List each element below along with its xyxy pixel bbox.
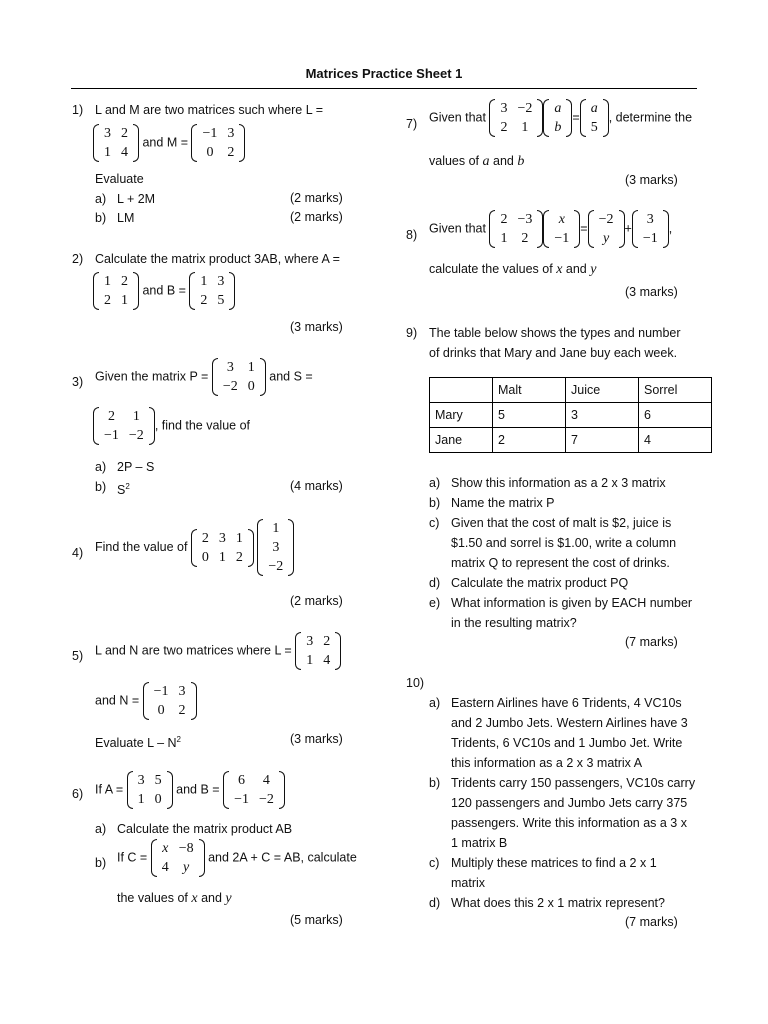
right-paren bbox=[335, 632, 341, 670]
q3-b-label: b) bbox=[95, 480, 107, 494]
table-header-row bbox=[430, 378, 712, 403]
q3-line1 bbox=[95, 358, 313, 396]
q9-line1: The table below shows the types and number bbox=[429, 326, 681, 340]
matrix-entry: 2 bbox=[201, 530, 209, 546]
q9-b-text: Name the matrix P bbox=[451, 496, 555, 510]
q5-matrix-n bbox=[143, 682, 197, 720]
q8-marks: (3 marks) bbox=[625, 285, 678, 299]
q2-and-b: and B = bbox=[142, 283, 186, 298]
matrix-entry: 4 bbox=[262, 773, 270, 788]
q3-a-text: 2P – S bbox=[117, 460, 155, 474]
matrix-entry: 3 bbox=[306, 634, 314, 649]
matrix-entry: a bbox=[554, 101, 562, 116]
table-header-cell: Juice bbox=[566, 378, 639, 403]
matrix-entry: 1 bbox=[306, 653, 314, 668]
table-cell: Mary bbox=[430, 403, 493, 428]
matrix-entry: 3 bbox=[500, 101, 508, 116]
q10-c-line2: matrix bbox=[451, 876, 486, 890]
q1-b-label: b) bbox=[95, 211, 107, 225]
table-row bbox=[430, 428, 712, 453]
q4-line bbox=[95, 519, 294, 576]
q1-and-m: and M = bbox=[142, 135, 188, 150]
q5-and-n: and N = bbox=[95, 693, 140, 708]
matrix-entry: 0 bbox=[201, 549, 209, 565]
q7-values-line: values of a and b bbox=[429, 154, 525, 169]
matrix-entry: 1 bbox=[218, 549, 226, 565]
matrix-entry: 1 bbox=[137, 792, 145, 807]
matrix-entry: 3 bbox=[217, 274, 225, 289]
matrix-entry: 2 bbox=[121, 126, 128, 141]
right-paren bbox=[279, 771, 285, 809]
q10-a-label: a) bbox=[429, 696, 441, 710]
q4-matrix-2 bbox=[257, 519, 294, 576]
q6-number: 6) bbox=[72, 787, 84, 801]
q2-line2 bbox=[93, 272, 235, 310]
q7-given: Given that bbox=[429, 110, 486, 125]
q6-matrix-b bbox=[223, 771, 285, 809]
matrix-entry: 1 bbox=[247, 360, 255, 375]
table-cell: 4 bbox=[639, 428, 712, 453]
matrix-entry: 4 bbox=[323, 653, 331, 668]
q9-b-label: b) bbox=[429, 496, 441, 510]
q2-marks: (3 marks) bbox=[290, 320, 343, 334]
q9-c-line1: Given that the cost of malt is $2, juice is bbox=[451, 516, 672, 530]
q2-matrix-a bbox=[93, 272, 139, 310]
q9-line2: of drinks that Mary and Jane buy each week. bbox=[429, 346, 678, 360]
q1-b-text: LM bbox=[117, 211, 135, 225]
right-paren bbox=[239, 124, 245, 162]
q6-matrix-c bbox=[151, 839, 205, 877]
q9-c-line3: matrix Q to represent the cost of drinks. bbox=[451, 556, 670, 570]
matrix-entry: 2 bbox=[235, 549, 243, 565]
q3-and-s: and S = bbox=[269, 369, 313, 384]
matrix-entry: 3 bbox=[218, 530, 226, 546]
right-paren bbox=[248, 529, 254, 567]
drinks-table bbox=[429, 377, 712, 453]
q8-matrix-v bbox=[543, 210, 580, 248]
q7-matrix-r bbox=[580, 99, 609, 137]
q6-a-text: Calculate the matrix product AB bbox=[117, 822, 293, 836]
q6-a-label: a) bbox=[95, 822, 107, 836]
q9-e-line2: in the resulting matrix? bbox=[451, 616, 577, 630]
q5-number: 5) bbox=[72, 649, 84, 663]
matrix-entry: −2 bbox=[258, 792, 274, 807]
q6-values-line: the values of x and y bbox=[117, 891, 232, 906]
q10-marks: (7 marks) bbox=[625, 915, 678, 929]
matrix-entry: 4 bbox=[161, 860, 169, 875]
q10-b-label: b) bbox=[429, 776, 441, 790]
q8-number: 8) bbox=[406, 228, 418, 242]
q1-a-marks: (2 marks) bbox=[290, 191, 343, 205]
right-paren bbox=[566, 99, 572, 137]
q1-evaluate: Evaluate bbox=[95, 172, 144, 186]
q8-line1: Given that 2 −3 1 2 x −1 = −2 y + 3 −1 , bbox=[429, 212, 673, 246]
matrix-entry: 3 bbox=[646, 212, 654, 227]
q4-matrix-1 bbox=[191, 529, 254, 567]
q6-and-b: and B = bbox=[176, 782, 220, 797]
q7-marks: (3 marks) bbox=[625, 173, 678, 187]
matrix-entry: 2 bbox=[200, 293, 208, 308]
q10-b-line1: Tridents carry 150 passengers, VC10s carry bbox=[451, 776, 696, 790]
q6-b-line bbox=[117, 839, 357, 877]
matrix-entry: 1 bbox=[235, 530, 243, 546]
q7-matrix-v bbox=[543, 99, 572, 137]
q3-find: , find the value of bbox=[154, 418, 251, 433]
right-paren bbox=[199, 839, 205, 877]
q9-a-label: a) bbox=[429, 476, 441, 490]
q1-intro: L and M are two matrices such where L = bbox=[95, 103, 323, 117]
right-paren bbox=[619, 210, 625, 248]
matrix-entry: 3 bbox=[137, 773, 145, 788]
q5-matrix-l bbox=[295, 632, 341, 670]
q3-a-label: a) bbox=[95, 460, 107, 474]
matrix-entry: −2 bbox=[222, 379, 238, 394]
matrix-entry: 2 bbox=[500, 120, 508, 135]
matrix-entry: 2 bbox=[104, 293, 111, 308]
q3-b-text: $S^2$ bbox=[117, 482, 130, 498]
matrix-entry: 3 bbox=[104, 126, 111, 141]
right-paren bbox=[663, 210, 669, 248]
matrix-entry: −1 bbox=[153, 684, 169, 699]
q10-a-line4: this information as a 2 x 3 matrix A bbox=[451, 756, 643, 770]
table-header-cell: Sorrel bbox=[639, 378, 712, 403]
page-title: Matrices Practice Sheet 1 bbox=[305, 66, 463, 81]
matrix-entry: −2 bbox=[517, 101, 533, 116]
matrix-entry: −1 bbox=[554, 231, 570, 246]
right-paren bbox=[229, 272, 235, 310]
q5-line1 bbox=[95, 632, 341, 670]
matrix-entry: 1 bbox=[500, 231, 508, 246]
matrix-entry: 1 bbox=[104, 145, 111, 160]
matrix-entry: b bbox=[554, 120, 562, 135]
matrix-entry: 3 bbox=[178, 684, 186, 699]
q1-line2 bbox=[93, 124, 245, 162]
q7-number: 7) bbox=[406, 117, 418, 131]
matrix-entry: 0 bbox=[247, 379, 255, 394]
table-cell: 5 bbox=[493, 403, 566, 428]
matrix-entry: 0 bbox=[154, 792, 162, 807]
right-paren bbox=[133, 124, 139, 162]
matrix-entry: 0 bbox=[157, 703, 165, 718]
q6-if-a: If A = bbox=[95, 782, 124, 797]
matrix-entry: 1 bbox=[521, 120, 529, 135]
q10-c-label: c) bbox=[429, 856, 440, 870]
matrix-entry: −1 bbox=[642, 231, 658, 246]
q2-number: 2) bbox=[72, 252, 84, 266]
table-cell: 6 bbox=[639, 403, 712, 428]
q1-a-label: a) bbox=[95, 192, 107, 206]
q8-given: Given that bbox=[429, 221, 486, 236]
table-row bbox=[430, 403, 712, 428]
q9-e-label: e) bbox=[429, 596, 441, 610]
matrix-entry: 1 bbox=[121, 293, 128, 308]
q4-intro: Find the value of bbox=[95, 539, 188, 554]
q9-e-line1: What information is given by EACH number bbox=[451, 596, 693, 610]
q9-a-text: Show this information as a 2 x 3 matrix bbox=[451, 476, 666, 490]
q6-b-label: b) bbox=[95, 856, 107, 870]
q9-c-label: c) bbox=[429, 516, 440, 530]
q3-matrix-p bbox=[212, 358, 266, 396]
matrix-entry: 2 bbox=[500, 212, 508, 227]
q9-d-text: Calculate the matrix product PQ bbox=[451, 576, 629, 590]
q1-matrix-l bbox=[93, 124, 139, 162]
right-paren bbox=[191, 682, 197, 720]
q10-b-line2: 120 passengers and Jumbo Jets carry 375 bbox=[451, 796, 688, 810]
q6-rest: and 2A + C = AB, calculate bbox=[208, 850, 357, 865]
table-cell: 7 bbox=[566, 428, 639, 453]
q1-number: 1) bbox=[72, 103, 84, 117]
q2-intro: Calculate the matrix product 3AB, where A = bbox=[95, 252, 340, 266]
table-cell: 3 bbox=[566, 403, 639, 428]
q5-line2 bbox=[95, 682, 197, 720]
q6-matrix-a bbox=[127, 771, 173, 809]
q8-calc-line: calculate the values of x and y bbox=[429, 262, 597, 277]
table-cell: 2 bbox=[493, 428, 566, 453]
right-paren bbox=[260, 358, 266, 396]
q8-matrix-a bbox=[489, 210, 543, 248]
right-paren bbox=[133, 272, 139, 310]
matrix-entry: −8 bbox=[178, 841, 194, 856]
q3-line2 bbox=[93, 407, 250, 445]
q8-matrix-r2 bbox=[632, 210, 669, 248]
q10-c-line1: Multiply these matrices to find a 2 x 1 bbox=[451, 856, 657, 870]
matrix-entry: x bbox=[162, 841, 169, 856]
q9-number: 9) bbox=[406, 326, 418, 340]
matrix-entry: 5 bbox=[154, 773, 162, 788]
q5-marks: (3 marks) bbox=[290, 732, 343, 746]
matrix-entry: y bbox=[602, 231, 610, 246]
matrix-entry: −1 bbox=[202, 126, 218, 141]
matrix-entry: 3 bbox=[227, 126, 235, 141]
matrix-entry: y bbox=[183, 860, 190, 875]
q7-line1: Given that 3 −2 2 1 a b = a 5 , determine the bbox=[429, 101, 693, 135]
q10-d-label: d) bbox=[429, 896, 441, 910]
matrix-entry: 1 bbox=[132, 409, 140, 424]
q7-tail: , determine the bbox=[608, 110, 693, 125]
right-paren bbox=[167, 771, 173, 809]
table-header-cell bbox=[430, 378, 493, 403]
matrix-entry: 2 bbox=[107, 409, 115, 424]
matrix-entry: 2 bbox=[521, 231, 529, 246]
matrix-entry: 2 bbox=[323, 634, 331, 649]
matrix-entry: 1 bbox=[200, 274, 208, 289]
q10-a-line3: Tridents, 6 VC10s and 1 Jumbo Jet. Write bbox=[451, 736, 683, 750]
table-header-cell: Malt bbox=[493, 378, 566, 403]
matrix-entry: 2 bbox=[227, 145, 235, 160]
matrix-entry: 3 bbox=[226, 360, 234, 375]
q1-matrix-m bbox=[191, 124, 245, 162]
q1-a-text: L + 2M bbox=[117, 192, 156, 206]
table-cell: Jane bbox=[430, 428, 493, 453]
q10-d-text: What does this 2 x 1 matrix represent? bbox=[451, 896, 665, 910]
matrix-entry: 4 bbox=[121, 145, 128, 160]
q6-marks: (5 marks) bbox=[290, 913, 343, 927]
matrix-entry: 1 bbox=[272, 521, 280, 536]
right-paren bbox=[574, 210, 580, 248]
q10-b-line4: 1 matrix B bbox=[451, 836, 508, 850]
q3-intro: Given the matrix P = bbox=[95, 369, 209, 384]
title-divider bbox=[71, 88, 697, 89]
q10-number: 10) bbox=[406, 676, 425, 690]
matrix-entry: 3 bbox=[272, 540, 280, 555]
q3-number: 3) bbox=[72, 375, 84, 389]
matrix-entry: −2 bbox=[268, 559, 284, 574]
matrix-entry: −1 bbox=[234, 792, 249, 807]
q2-matrix-b bbox=[189, 272, 235, 310]
matrix-entry: 2 bbox=[121, 274, 128, 289]
right-paren bbox=[288, 519, 294, 576]
q8-matrix-r1 bbox=[588, 210, 625, 248]
matrix-entry: 5 bbox=[590, 120, 598, 135]
matrix-entry: −1 bbox=[104, 428, 119, 443]
q3-matrix-s bbox=[93, 407, 155, 445]
q1-b-marks: (2 marks) bbox=[290, 210, 343, 224]
matrix-entry: 6 bbox=[238, 773, 246, 788]
q9-marks: (7 marks) bbox=[625, 635, 678, 649]
q5-evaluate: Evaluate L – $N^2$ bbox=[95, 735, 181, 751]
matrix-entry: −2 bbox=[598, 212, 614, 227]
matrix-entry: 2 bbox=[178, 703, 186, 718]
matrix-entry: −3 bbox=[517, 212, 533, 227]
matrix-entry: −2 bbox=[128, 428, 144, 443]
matrix-entry: a bbox=[590, 101, 598, 116]
matrix-entry: 5 bbox=[217, 293, 225, 308]
matrix-entry: x bbox=[558, 212, 565, 227]
q5-intro: L and N are two matrices where L = bbox=[95, 643, 292, 658]
q9-d-label: d) bbox=[429, 576, 441, 590]
q10-b-line3: passengers. Write this information as a 3 x bbox=[451, 816, 687, 830]
q6-if-c: If C = bbox=[117, 850, 148, 865]
q4-number: 4) bbox=[72, 546, 84, 560]
q4-marks: (2 marks) bbox=[290, 594, 343, 608]
q10-a-line2: and 2 Jumbo Jets. Western Airlines have 3 bbox=[451, 716, 688, 730]
q10-a-line1: Eastern Airlines have 6 Tridents, 4 VC10s bbox=[451, 696, 682, 710]
q6-line1 bbox=[95, 771, 285, 809]
q9-c-line2: $1.50 and sorrel is $1.00, write a column bbox=[451, 536, 677, 550]
q3-marks: (4 marks) bbox=[290, 479, 343, 493]
q7-matrix-a bbox=[489, 99, 543, 137]
matrix-entry: 1 bbox=[104, 274, 111, 289]
matrix-entry: 0 bbox=[206, 145, 214, 160]
